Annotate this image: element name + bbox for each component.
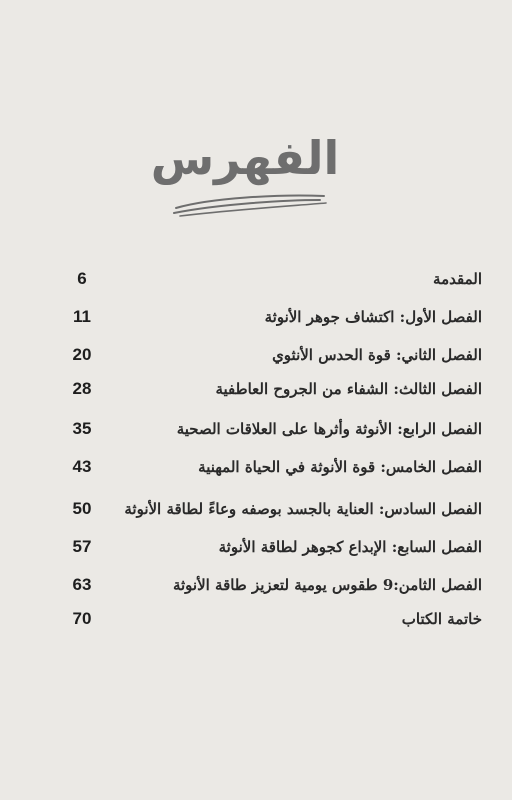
toc-entry[interactable]: [0, 494, 512, 524]
toc-entry-title: الفصل الخامس: قوة الأنوثة في الحياة المهنية: [198, 458, 482, 476]
underline-swoosh-icon: [170, 186, 330, 220]
toc-entry-page: 57: [72, 537, 92, 556]
toc-entry[interactable]: [0, 414, 512, 444]
toc-entry-title: الفصل الثاني: قوة الحدس الأنثوي: [272, 346, 482, 364]
toc-entry-page: 63: [72, 575, 92, 594]
toc-entry-title: خاتمة الكتاب: [401, 610, 482, 628]
toc-entry[interactable]: [0, 570, 512, 600]
toc-entry-page: 35: [72, 419, 92, 438]
toc-entry-title: الفصل السابع: الإبداع كجوهر لطاقة الأنوثة: [218, 538, 482, 556]
toc-heading: [150, 128, 350, 228]
toc-entry-page: 28: [72, 379, 92, 398]
toc-entry-title: الفصل الثامن:9 طقوس يومية لتعزيز طاقة الأنوثة: [172, 576, 482, 594]
toc-entry[interactable]: [0, 374, 512, 404]
toc-entry[interactable]: [0, 264, 512, 294]
toc-entry[interactable]: [0, 340, 512, 370]
toc-entry-title: الفصل الأول: اكتشاف جوهر الأنوثة: [264, 308, 482, 326]
toc-entry-title: المقدمة: [433, 270, 482, 288]
page-title: الفهرس: [150, 131, 340, 185]
toc-entry-title: الفصل الرابع: الأنوثة وأثرها على العلاقات الصحية: [176, 420, 482, 438]
toc-entry-page: 50: [72, 499, 92, 518]
toc-entry-page: 43: [72, 457, 92, 476]
toc-entry-page: 6: [77, 269, 87, 288]
toc-entry-page: 11: [73, 307, 91, 326]
toc-entry-title: الفصل الثالث: الشفاء من الجروح العاطفية: [215, 380, 482, 398]
toc-entry-page: 20: [72, 345, 92, 364]
toc-entry[interactable]: [0, 452, 512, 482]
toc-entry[interactable]: [0, 604, 512, 634]
toc-entry-page: 70: [72, 609, 92, 628]
toc-entry[interactable]: [0, 302, 512, 332]
toc-entry[interactable]: [0, 532, 512, 562]
toc-entry-title: الفصل السادس: العناية بالجسد بوصفه وعاءً لطاقة الأنوثة: [124, 500, 482, 518]
